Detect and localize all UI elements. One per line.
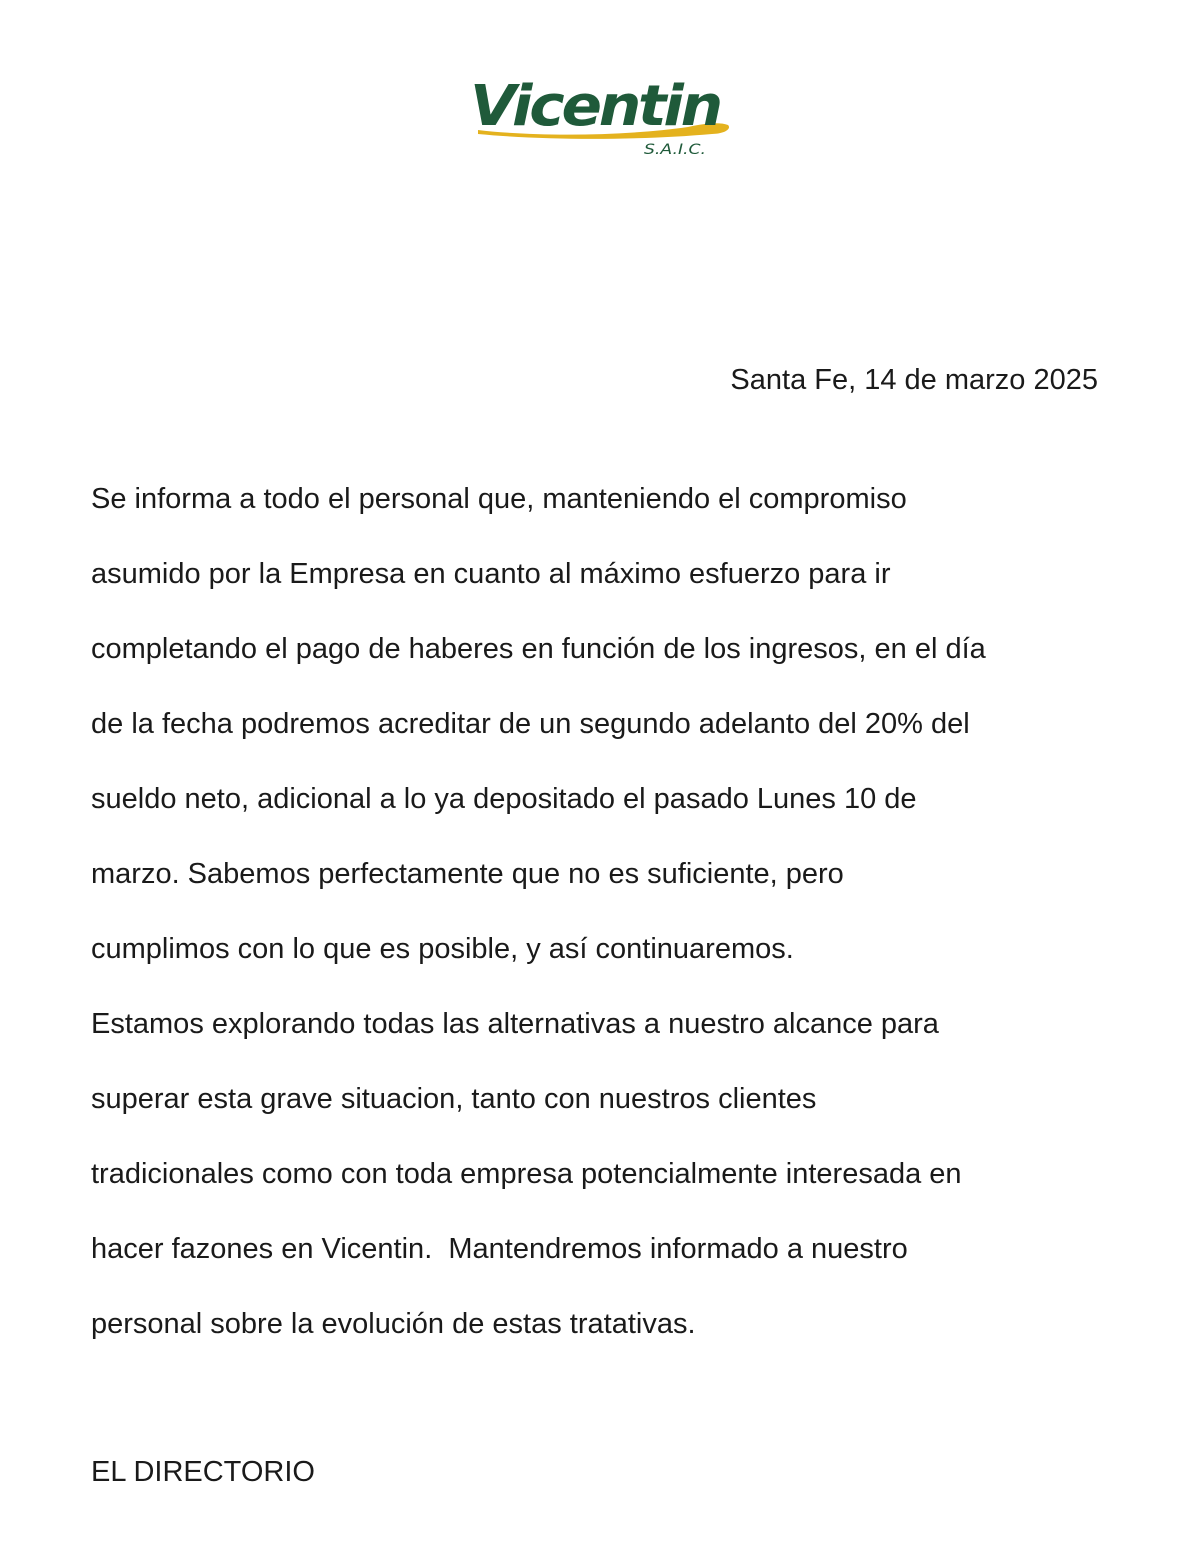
body-line: Se informa a todo el personal que, manteniendo el compromiso — [91, 483, 907, 515]
body-line: completando el pago de haberes en función de los ingresos, en el día — [91, 633, 986, 665]
body-line: tradicionales como con toda empresa potencialmente interesada en — [91, 1158, 962, 1190]
body-line: de la fecha podremos acreditar de un segundo adelanto del 20% del — [91, 708, 970, 740]
body-line: personal sobre la evolución de estas tratativas. — [91, 1308, 696, 1340]
body-line: superar esta grave situacion, tanto con nuestros clientes — [91, 1083, 817, 1115]
company-logo — [466, 70, 738, 162]
letter-date: Santa Fe, 14 de marzo 2025 — [730, 364, 1098, 396]
body-line: Estamos explorando todas las alternativas a nuestro alcance para — [91, 1008, 939, 1040]
body-line: asumido por la Empresa en cuanto al máximo esfuerzo para ir — [91, 558, 891, 590]
logo-suffix: S.A.I.C. — [644, 142, 706, 158]
letter-signature: EL DIRECTORIO — [91, 1456, 315, 1488]
letter-body — [91, 478, 1111, 1378]
body-line: sueldo neto, adicional a lo ya depositado el pasado Lunes 10 de — [91, 783, 917, 815]
logo-wordmark: Vicentin — [470, 74, 721, 139]
body-line: cumplimos con lo que es posible, y así continuaremos. — [91, 933, 794, 965]
body-line: marzo. Sabemos perfectamente que no es suficiente, pero — [91, 858, 844, 890]
body-line: hacer fazones en Vicentin. Mantendremos informado a nuestro — [91, 1233, 908, 1265]
